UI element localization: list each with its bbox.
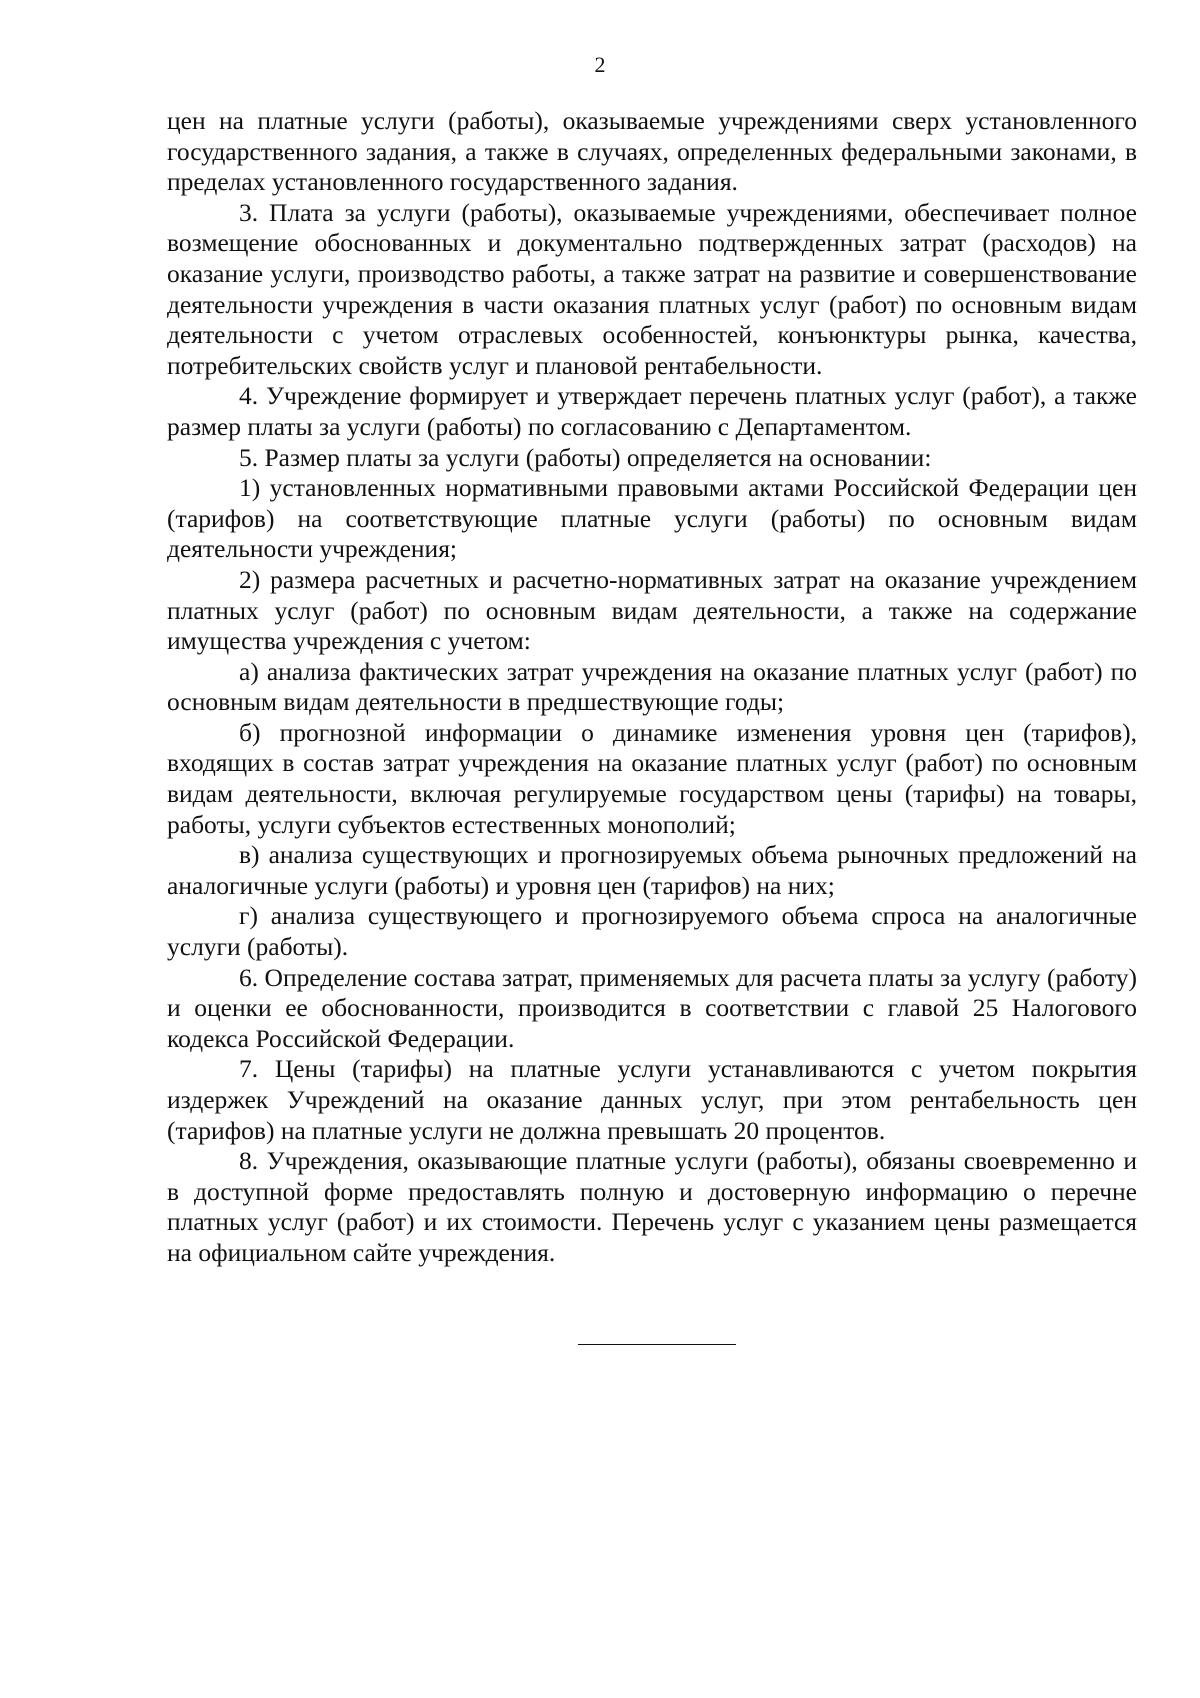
- document-body: [167, 106, 1137, 1269]
- paragraph-5-item-2-b: б) прогнозной информации о динамике изменения уровня цен (тарифов), входящих в состав затрат учреждения на оказание платных услуг (работ) по основным видам деятельности, включая регулируемые государством цены (тарифы) на товары, работы, услуги субъектов естественных монополий;: [167, 717, 1137, 839]
- paragraph-8: 8. Учреждения, оказывающие платные услуги (работы), обязаны своевременно и в доступной форме предоставлять полную и достоверную информацию о перечне платных услуг (работ) и их стоимости. Перечень услуг с указанием цены размещается на официальном сайте учреждения.: [167, 1146, 1137, 1267]
- paragraph-5-item-2-g: г) анализа существующего и прогнозируемого объема спроса на аналогичные услуги (работы).: [167, 901, 1137, 962]
- closing-separator-line: [578, 1344, 736, 1345]
- page-number: 2: [594, 52, 606, 77]
- paragraph-6: 6. Определение состава затрат, применяемых для расчета платы за услугу (работу) и оценки ее обоснованности, производится в соответствии с главой 25 Налогового кодекса Российской Федерации.: [167, 962, 1137, 1053]
- paragraph-4: 4. Учреждение формирует и утверждает перечень платных услуг (работ), а также размер платы за услуги (работы) по согласованию с Департаментом.: [167, 381, 1137, 441]
- paragraph-continuation: цен на платные услуги (работы), оказываемые учреждениями сверх установленного государственного задания, а также в случаях, определенных федеральными законами, в пределах установленного государственного задания.: [167, 106, 1137, 197]
- paragraph-5-item-2-v: в) анализа существующих и прогнозируемых объема рыночных предложений на аналогичные услуги (работы) и уровня цен (тарифов) на них;: [167, 840, 1137, 900]
- paragraph-5-item-2-a: а) анализа фактических затрат учреждения на оказание платных услуг (работ) по основным видам деятельности в предшествующие годы;: [167, 656, 1137, 717]
- paragraph-5-item-1: 1) установленных нормативными правовыми актами Российской Федерации цен (тарифов) на соответствующие платные услуги (работы) по основным видам деятельности учреждения;: [167, 473, 1137, 564]
- paragraph-5-item-2: 2) размера расчетных и расчетно-нормативных затрат на оказание учреждением платных услуг (работ) по основным видам деятельности, а также на содержание имущества учреждения с учетом:: [167, 564, 1137, 656]
- paragraph-5: 5. Размер платы за услуги (работы) определяется на основании:: [239, 442, 932, 472]
- paragraph-7: 7. Цены (тарифы) на платные услуги устанавливаются с учетом покрытия издержек Учреждений на оказание данных услуг, при этом рентабельность цен (тарифов) на платные услуги не должна превышать 20 процентов.: [167, 1054, 1137, 1145]
- paragraph-3: 3. Плата за услуги (работы), оказываемые учреждениями, обеспечивает полное возмещение обоснованных и документально подтвержденных затрат (расходов) на оказание услуги, производство работы, а также затрат на развитие и совершенствование деятельности учреждения в части оказания платных услуг (работ) по основным видам деятельности с учетом отраслевых особенностей, конъюнктуры рынка, качества, потребительских свойств услуг и плановой рентабельности.: [167, 197, 1137, 380]
